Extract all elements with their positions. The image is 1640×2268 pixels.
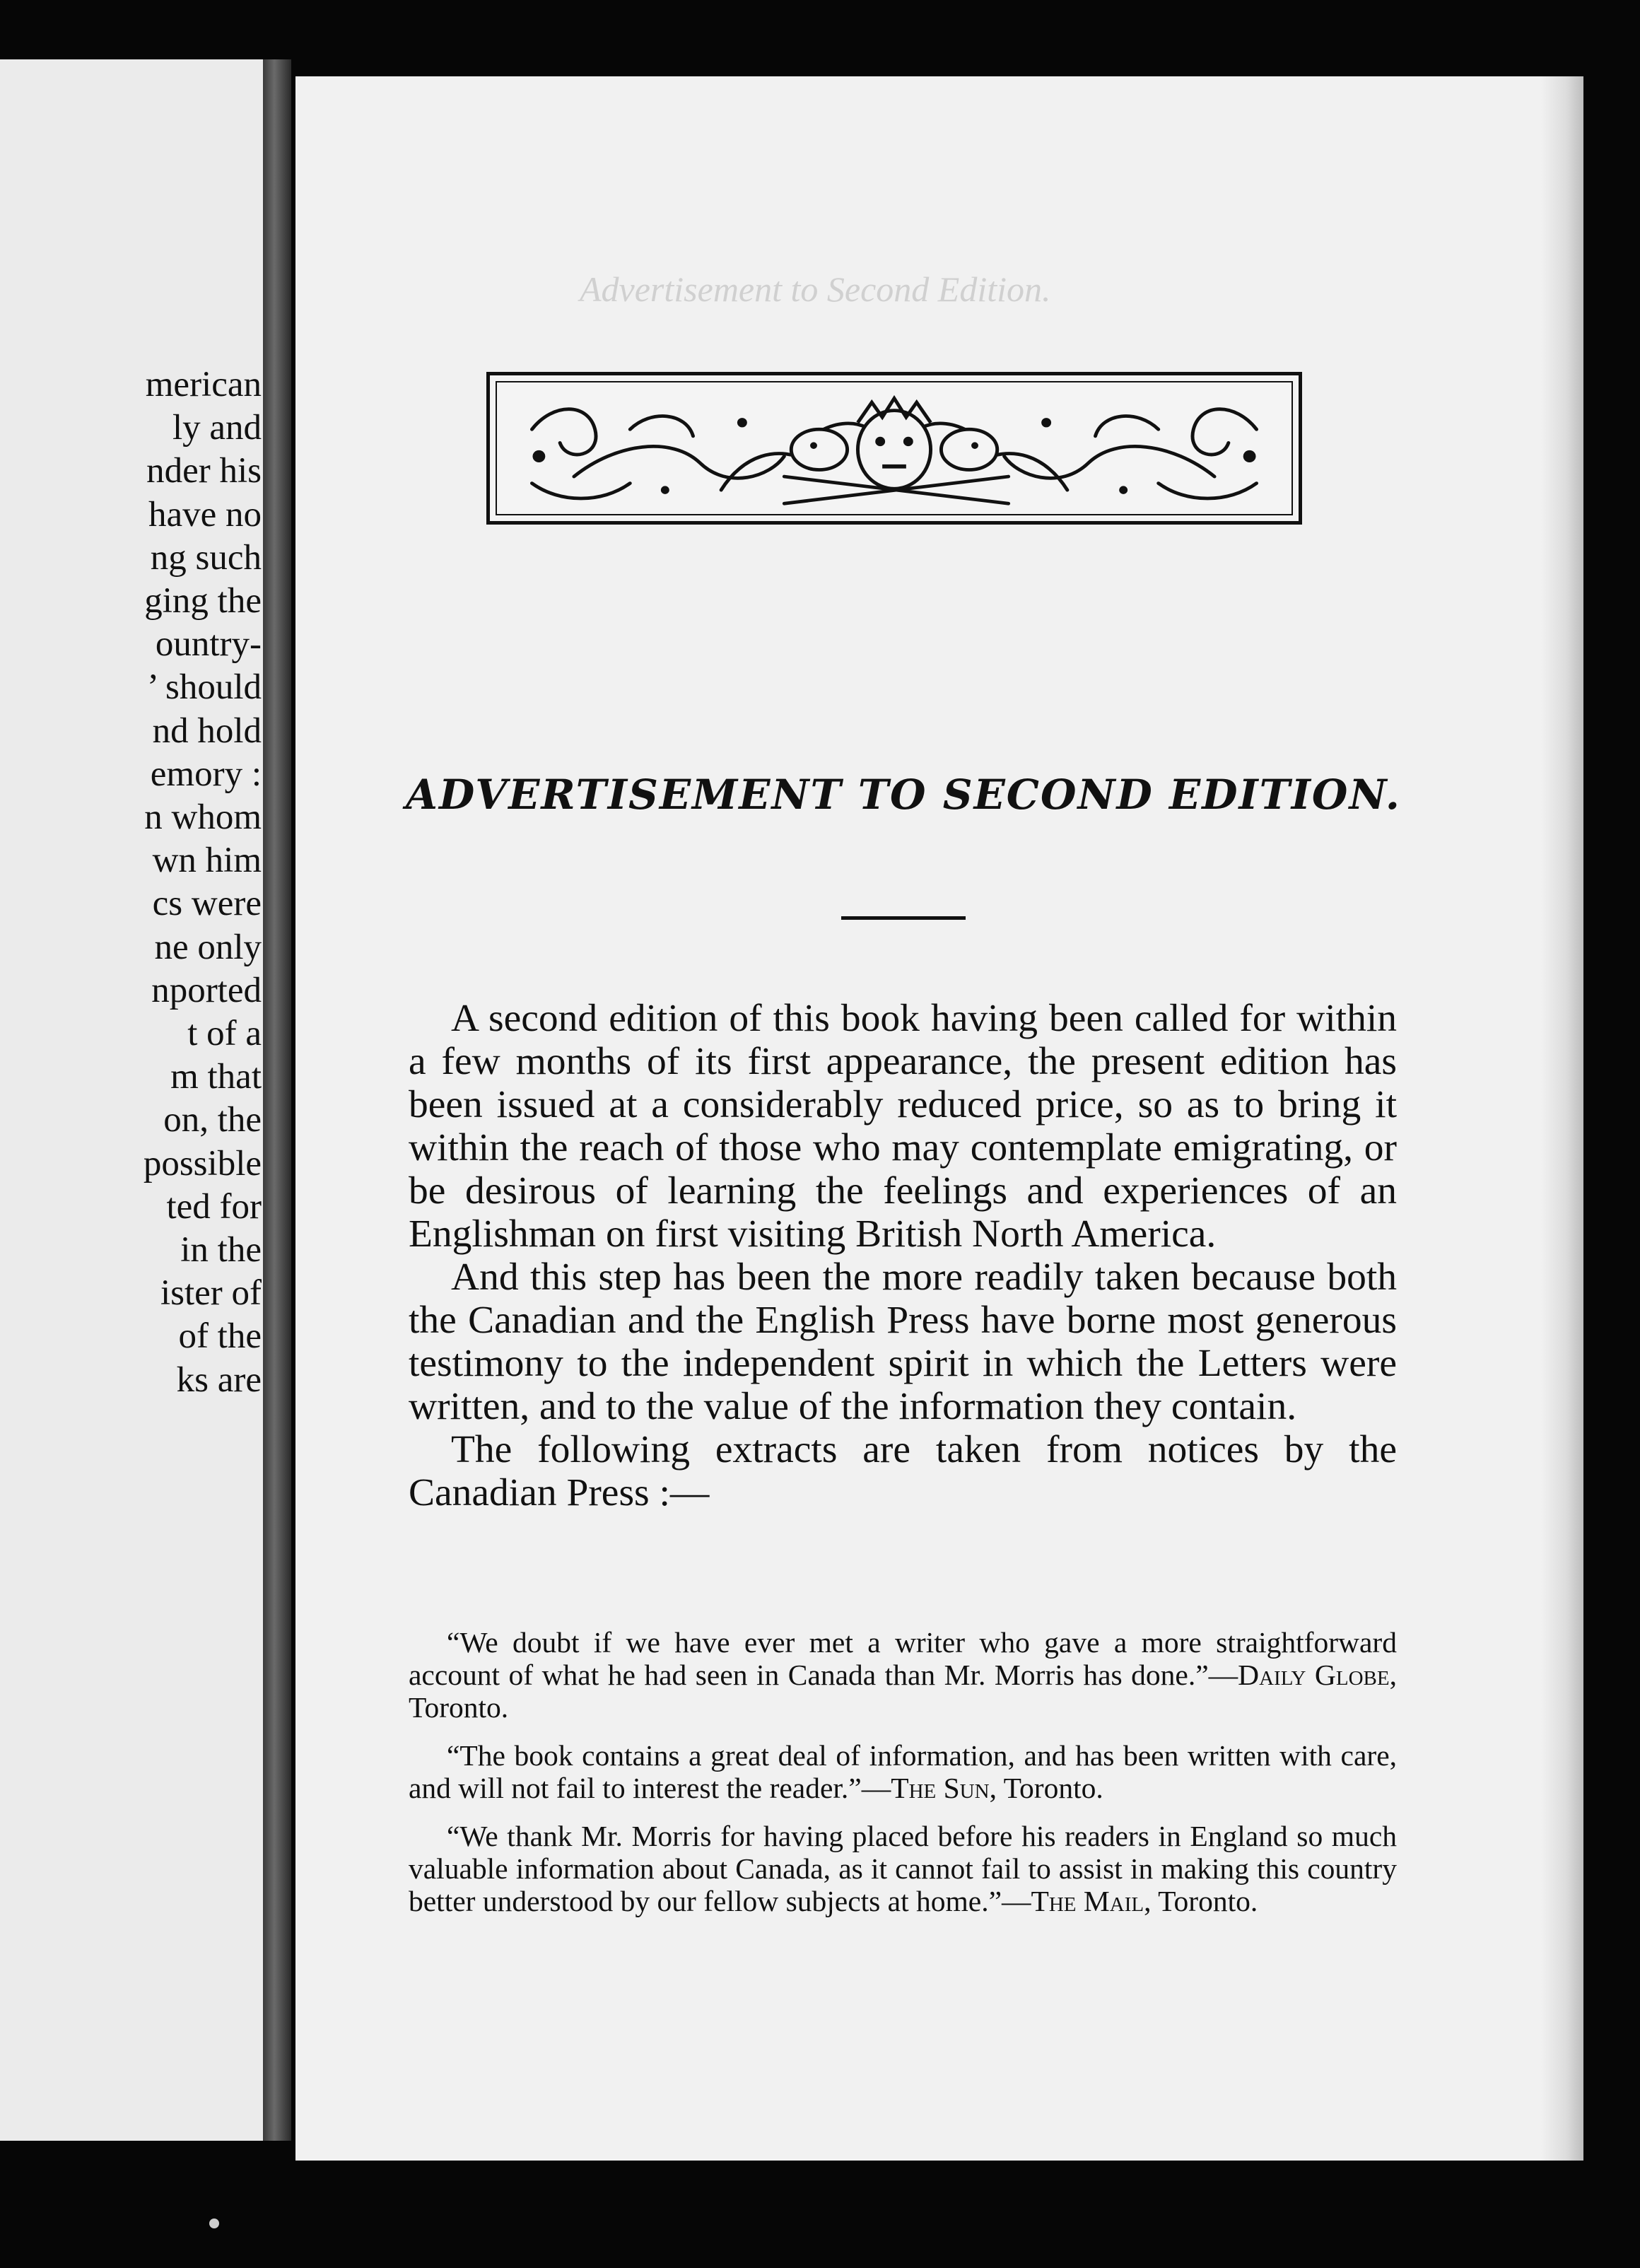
left-page-line: nd hold bbox=[152, 711, 262, 751]
left-page-line: ountry- bbox=[155, 624, 262, 665]
left-page-line: ister of bbox=[160, 1273, 262, 1314]
left-page-line: nported bbox=[151, 970, 262, 1010]
heading-rule bbox=[841, 916, 966, 920]
left-page-line: m that bbox=[170, 1057, 262, 1097]
press-extracts bbox=[409, 1626, 1397, 1933]
book-gutter bbox=[263, 59, 291, 2141]
decorative-headpiece-icon bbox=[490, 375, 1299, 521]
quote-source: Daily Globe bbox=[1238, 1659, 1390, 1691]
quote-text: “The book contains a great deal of information, and has been written with care, and will not fail to interest the reader.”— bbox=[409, 1739, 1397, 1804]
left-page-line: of the bbox=[178, 1316, 262, 1357]
left-page-line: n whom bbox=[144, 797, 262, 837]
scan-speck bbox=[209, 2219, 219, 2228]
left-page-line: cs were bbox=[152, 884, 262, 924]
quote-source: The Mail bbox=[1031, 1885, 1144, 1917]
show-through-running-head: Advertisement to Second Edition. bbox=[580, 269, 1051, 309]
left-page-line: merican bbox=[145, 365, 262, 404]
left-page-line: nder his bbox=[146, 451, 262, 491]
left-page-line: ’ should bbox=[147, 667, 262, 708]
left-page-line: t of a bbox=[187, 1014, 262, 1053]
press-quote bbox=[409, 1626, 1397, 1724]
press-quote bbox=[409, 1820, 1397, 1917]
quote-source: The Sun bbox=[891, 1772, 990, 1804]
left-facing-page bbox=[0, 59, 271, 2141]
quote-text: “We doubt if we have ever met a writer who gave a more straightforward account of what he had seen in Canada than Mr. Morris has done.”— bbox=[409, 1626, 1397, 1691]
left-page-line: in the bbox=[180, 1230, 262, 1270]
paragraph-3: The following extracts are taken from notices by the Canadian Press :— bbox=[409, 1428, 1397, 1514]
left-page-line: ks are bbox=[176, 1360, 262, 1400]
quote-place: , Toronto. bbox=[1144, 1885, 1258, 1917]
left-page-line: have no bbox=[148, 494, 262, 534]
page-edge-shadow bbox=[1541, 76, 1583, 2161]
body-text bbox=[409, 997, 1397, 1514]
quote-text: “We thank Mr. Morris for having placed before his readers in England so much valuable information about Canada, as it cannot fail to assist in making this country better understood by our fellow subjects at home.”— bbox=[409, 1820, 1397, 1917]
left-page-line: emory : bbox=[150, 754, 262, 794]
left-page-line: on, the bbox=[163, 1100, 262, 1140]
quote-place: , Toronto. bbox=[989, 1772, 1103, 1804]
left-page-line: possible bbox=[143, 1143, 262, 1183]
left-page-line: ng such bbox=[150, 537, 262, 578]
left-page-line: ne only bbox=[154, 927, 262, 967]
left-page-line: ted for bbox=[166, 1186, 262, 1227]
paragraph-2: And this step has been the more readily taken because both the Canadian and the English Press have borne most generous testimony to the independent spirit in which the Letters were written, and to the value of the information they contain. bbox=[409, 1256, 1397, 1428]
quote-place: , Toronto. bbox=[409, 1659, 1397, 1724]
left-page-line: wn him bbox=[152, 841, 262, 881]
press-quote bbox=[409, 1739, 1397, 1804]
section-heading: ADVERTISEMENT TO SECOND EDITION. bbox=[406, 771, 1401, 819]
left-page-line: ly and bbox=[172, 408, 262, 448]
headpiece-ornament bbox=[486, 372, 1302, 525]
left-page-line: ging the bbox=[144, 581, 262, 621]
paragraph-1: A second edition of this book having been called for within a few months of its first appearance, the present edition has been issued at a considerably reduced price, so as to bring it within the reach of those who may contemplate emigrating, or be desirous of learning the feelings and experiences of an Englishman on first visiting British North America. bbox=[409, 997, 1397, 1256]
